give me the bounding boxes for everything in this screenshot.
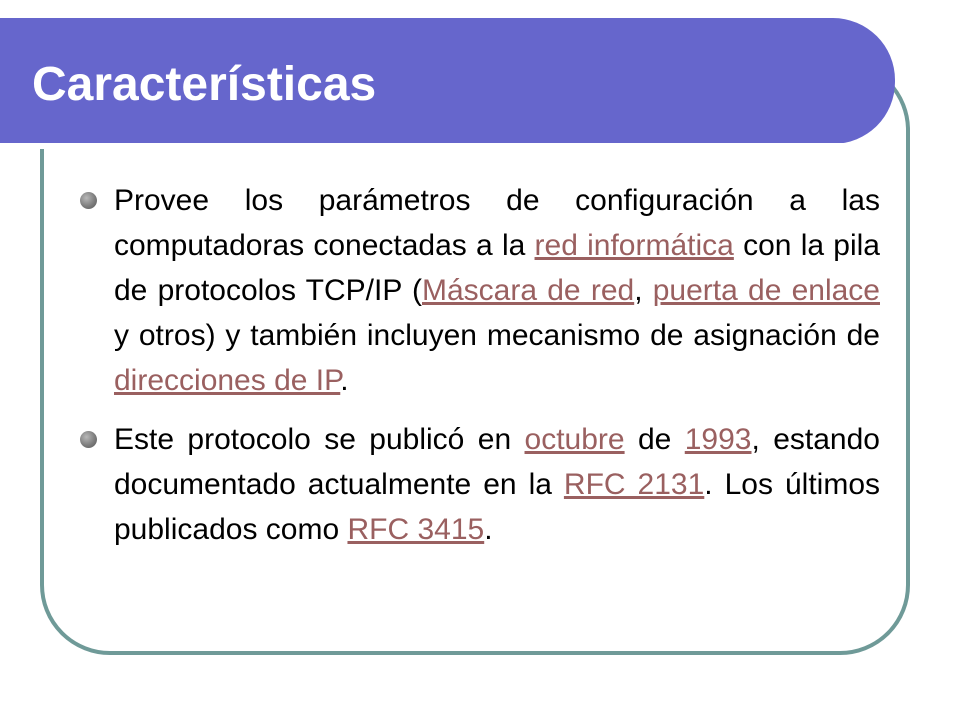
- slide-title: Características: [32, 58, 377, 111]
- bullet-text: , estando documentado actualmente en la: [114, 423, 880, 501]
- bullet-text: y otros) y también incluyen mecanismo de asignación de: [114, 319, 880, 352]
- title-underline: [0, 143, 848, 149]
- title-bar: [0, 18, 895, 144]
- link-rfc-2131[interactable]: RFC 2131: [563, 468, 705, 501]
- link-rfc-3415[interactable]: RFC 3415: [347, 513, 485, 546]
- link-mascara-de-red[interactable]: Máscara de red: [422, 274, 635, 307]
- bullet-item: [80, 417, 880, 552]
- bullet-item: [80, 178, 880, 403]
- bullet-text: . Los últimos publicados como: [114, 468, 880, 546]
- bullet-text: .: [484, 513, 493, 546]
- bullet-text: .: [340, 364, 349, 397]
- bullet-text: de: [624, 423, 685, 456]
- link-red-informatica[interactable]: red informática: [534, 229, 734, 262]
- bullet-text: ,: [634, 274, 653, 307]
- bullet-list: [80, 178, 880, 566]
- bullet-text: Provee los parámetros de configuración a las computadoras conectadas a la: [114, 184, 880, 262]
- bullet-dot-icon: [80, 192, 97, 209]
- link-1993[interactable]: 1993: [684, 423, 752, 456]
- bullet-text: con la pila de protocolos TCP/IP (: [114, 229, 880, 307]
- link-octubre[interactable]: octubre: [524, 423, 625, 456]
- link-puerta-de-enlace[interactable]: puerta de enlace: [652, 274, 880, 307]
- bullet-dot-icon: [80, 431, 97, 448]
- link-direcciones-de-ip[interactable]: direcciones de IP: [114, 364, 341, 397]
- bullet-text: Este protocolo se publicó en: [114, 423, 525, 456]
